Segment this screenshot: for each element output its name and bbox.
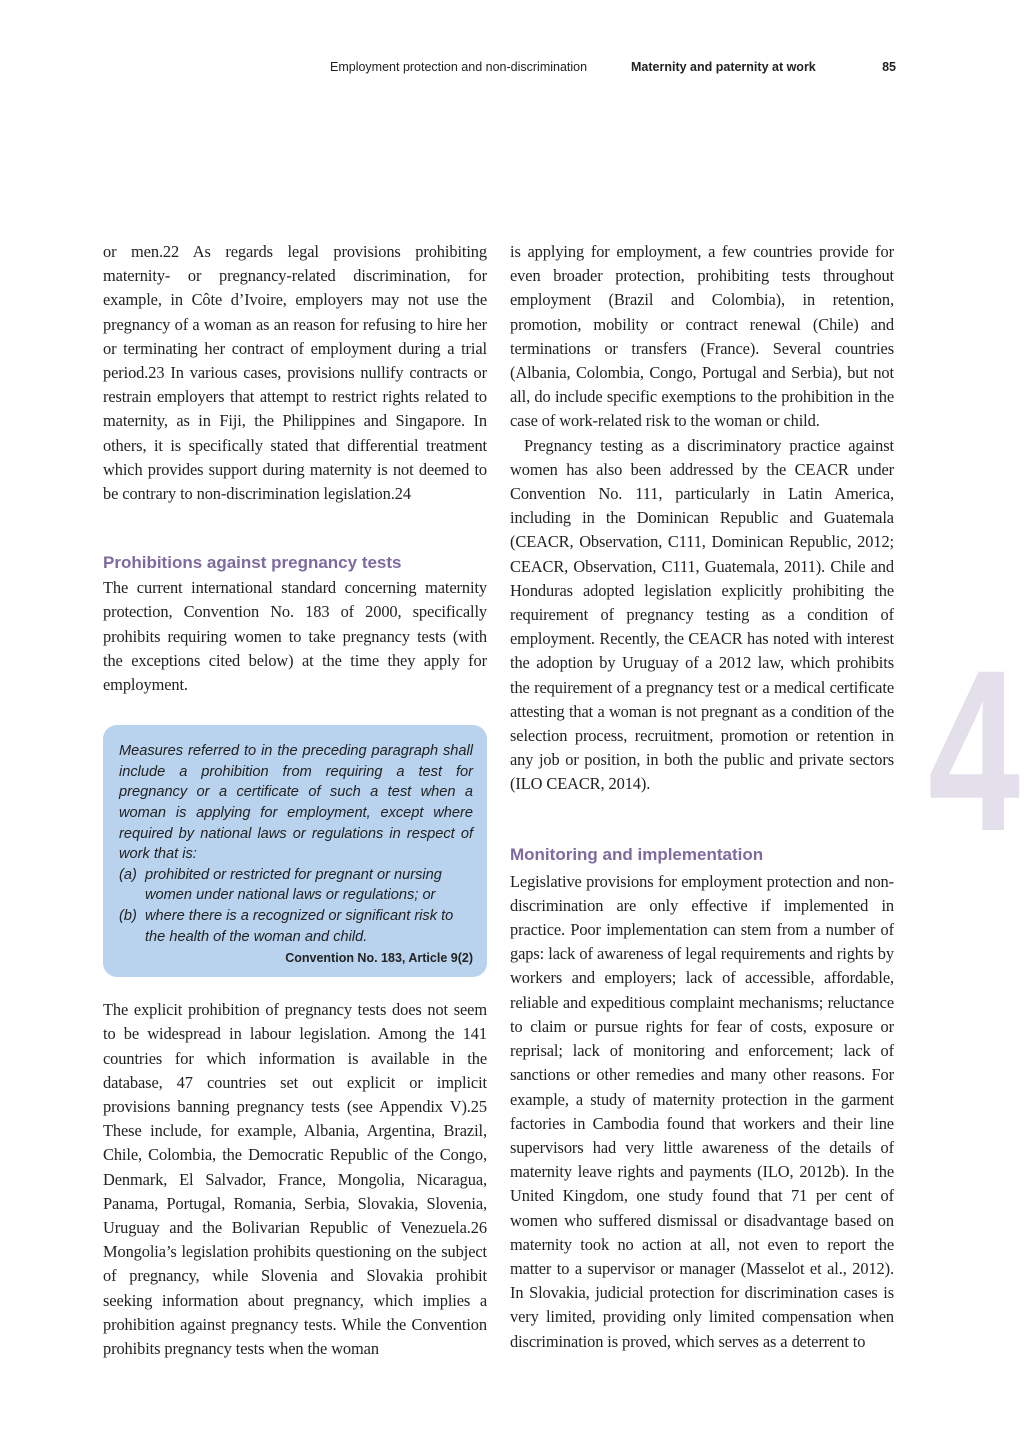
header-section-title: Employment protection and non-discrimination	[330, 60, 588, 74]
page-number: 85	[882, 60, 896, 74]
pregnancy-testing-paragraph: Pregnancy testing as a discriminatory practice against women has also been addressed by the CEACR under Convention No. 111, particularly in Latin America, including in the Dominican Republic and Guatemala (CEACR, Observation, C111, Dominican Republic, 2012; CEACR, Observation, C111, Guatemala, 2011). Chile and Honduras adopted legislation explicitly prohibiting the requirement of pregnancy testing as a condition of employment. Recently, the CEACR has noted with interest the adoption by Uruguay of a 2012 law, which prohibits the requirement of a pregnancy test or a medical certificate attesting that a woman is not pregnant as a condition of the selection process, recruitment, promotion or retention in any job or position, in both the public and private sectors (ILO CEACR, 2014).	[510, 435, 894, 794]
quote-source: Convention No. 183, Article 9(2)	[285, 951, 473, 966]
chapter-number-marker: 4	[928, 622, 1021, 879]
convention-quote-box	[103, 725, 487, 977]
quote-item-text: where there is a recognized or significant risk to the health of the woman and child.	[145, 908, 454, 945]
explicit-prohibition-paragraph: The explicit prohibition of pregnancy tests does not seem to be widespread in labour legislation. Among the 141 countries for which information is available in the database, 47 countries set out explicit or implicit provisions banning pregnancy tests (see Appendix V).25 These include, for example, Albania, Argentina, Brazil, Chile, Colombia, the Democratic Republic of the Congo, Denmark, El Salvador, France, Mongolia, Nicaragua, Panama, Portugal, Romania, Serbia, Slovakia, Slovenia, Uruguay and the Bolivarian Republic of Venezuela.26 Mongolia’s legislation prohibits questioning on the subject of pregnancy, while Slovenia and Slovakia prohibit seeking information about pregnancy, which implies a prohibition against pregnancy tests. While the Convention prohibits pregnancy tests when the woman	[103, 1000, 487, 1359]
section-heading-monitoring: Monitoring and implementation	[510, 844, 764, 864]
section-heading-pregnancy-tests: Prohibitions against pregnancy tests	[103, 553, 402, 573]
convention-paragraph: The current international standard concerning maternity protection, Convention No. 183 of 2000, specifically prohibits requiring women to take pregnancy tests (with the exceptions cited below) at the time they apply for employment.	[103, 578, 487, 695]
running-header	[330, 60, 896, 80]
monitoring-paragraph: Legislative provisions for employment protection and non-discrimination are only effective if implemented in practice. Poor implementation can stem from a number of gaps: lack of awareness of legal requirements and rights by workers and employers; lack of accessible, affordable, reliable and expeditious complaint mechanisms; reluctance to claim or pursue rights for fear of costs, exposure or reprisal; lack of monitoring and enforcement; lack of sanctions or other remedies and many other reasons. For example, a study of maternity protection in the garment factories in Cambodia found that workers and their line supervisors had very little awareness of the details of maternity leave rights and payments (ILO, 2012b). In the United Kingdom, one study found that 71 per cent of women who suffered dismissal or disadvantage based on maternity took no action at all, not even to report the matter to a supervisor or manager (Masselot et al., 2012). In Slovakia, judicial protection for discrimination cases is very limited, providing only limited compensation when discrimination is proved, which serves as a deterrent to	[510, 871, 894, 1351]
intro-paragraph: or men.22 As regards legal provisions prohibiting maternity- or pregnancy-related discrimination, for example, in Côte d’Ivoire, employers may not use the pregnancy of a woman as an reason for refusing to hire her or terminating her contract of employment during a trial period.23 In various cases, provisions nullify contracts or restrain employers that attempt to restrict rights related to maternity, as in Fiji, the Philippines and Singapore. In others, it is specifically stated that differential treatment which provides support during maternity is not deemed to be contrary to non-discrimination legislation.24	[103, 242, 487, 504]
quote-item-letter: (b)	[119, 908, 137, 924]
quote-item-a	[119, 865, 473, 906]
left-column	[103, 240, 487, 1361]
continuation-paragraph: is applying for employment, a few countries provide for even broader protection, prohibiting tests throughout employment (Brazil and Colombia), in retention, promotion, mobility or contract renewal (Chile) and terminations or transfers (France). Several countries (Albania, Colombia, Congo, Portugal and Serbia), but not all, do include specific exemptions to the prohibition in the case of work-related risk to the woman or child.	[510, 242, 894, 431]
quote-text: Measures referred to in the preceding paragraph shall include a prohibition from requiring a test for pregnancy or a certificate of such a test when a woman is applying for employment, except where required by national laws or regulations in respect of work that is:	[119, 743, 473, 863]
right-column	[510, 240, 894, 1354]
quote-item-text: prohibited or restricted for pregnant or nursing women under national laws or regulations; or	[145, 866, 442, 904]
quote-item-letter: (a)	[119, 866, 137, 883]
header-chapter-title: Maternity and paternity at work	[631, 60, 816, 74]
quote-item-b	[119, 906, 473, 947]
